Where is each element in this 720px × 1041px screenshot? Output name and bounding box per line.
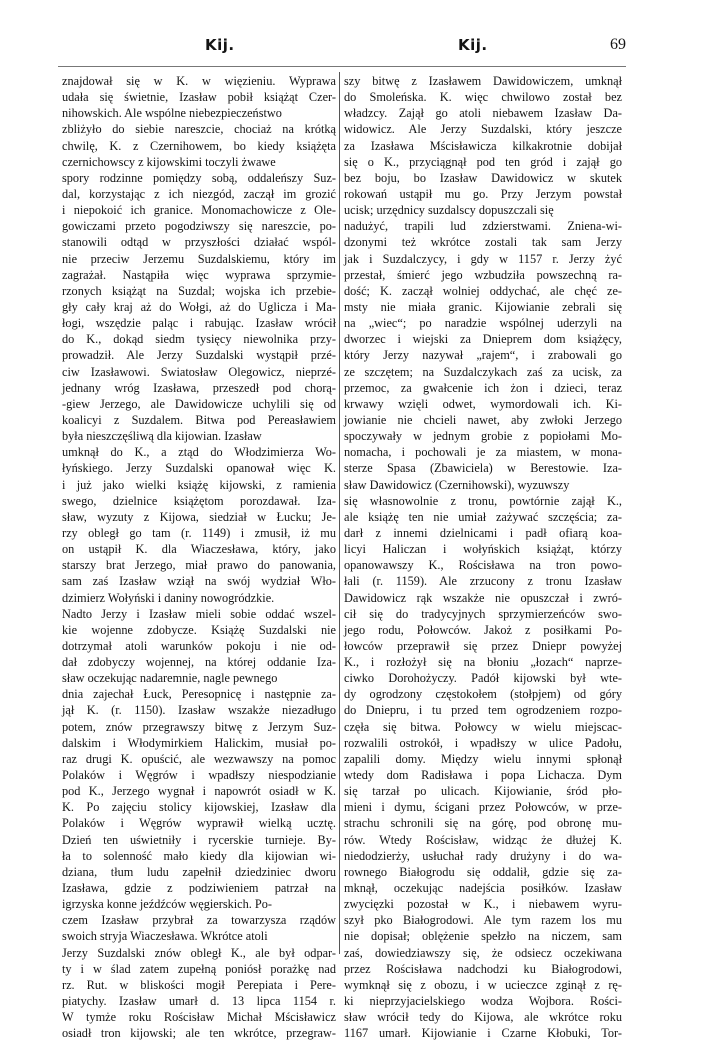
text-line: do Dniepru, i tu przed tem ogrodzeniem rozpo- — [344, 703, 622, 718]
text-line: dalskim i Włodymirkiem Halickim, musiał po- — [62, 735, 336, 750]
header-rule — [58, 66, 626, 67]
text-line: rzy obległ go tam (r. 1149) i zmusił, iż mu — [62, 525, 336, 540]
text-line: dworzec i wiejski za Dnieprem dom książęcy, — [344, 332, 622, 347]
text-line: ucisk; urzędnicy suzdalscy dopuszczali się — [344, 203, 554, 218]
text-line: ze szczętem; na Suzdalczykach zaś za ucisk, za — [344, 364, 622, 379]
text-line: zapalili domy. Między wielu innymi spłonął — [344, 751, 622, 766]
running-head-left: Kij. — [205, 36, 235, 54]
text-line: Polaków i Węgrów wyprawił wielką ucztę. — [62, 816, 336, 831]
text-line: Jerzy Suzdalski znów obległ K., ale był odpar- — [62, 945, 336, 960]
running-head-right: Kij. — [458, 36, 488, 54]
text-line: łali (r. 1159). Ale zrzucony z tronu Izasław — [344, 574, 622, 589]
text-line: jowianie nie chcieli nawet, aby zwłoki Jerzego — [344, 412, 622, 427]
text-line: się tarzał po ulicach. Kijowianie, śród pło- — [344, 784, 622, 799]
text-line: dnia zajechał Łuck, Peresopnicę i następnie za- — [62, 687, 336, 702]
text-line: -giew Jerzego, ale Dawidowicze uchylili się od — [62, 396, 336, 411]
text-line: rz. Rut. w bliskości mogił Perepiata i Pere- — [62, 977, 336, 992]
text-line: czem Izasław przybrał za towarzysza rządów — [62, 913, 336, 928]
text-line: krwawy wzięli odwet, wymordowali ich. Ki- — [344, 396, 622, 411]
text-line: igrzyska konne jeźdźców węgierskich. Po- — [62, 897, 273, 912]
text-line: ciw Izasławowi. Swiatosław Olegowicz, nieprzé- — [62, 364, 337, 379]
text-line: sław, wyzuty z Kijowa, siedział w Łucku; Je- — [62, 509, 337, 524]
text-line: zagrażał. Nastąpiła więc wyprawa sprzymie- — [62, 267, 336, 282]
text-line: władzcy. Zajął go atoli niebawem Izasław Da- — [344, 106, 622, 121]
text-line: zwycięzki pozostał w K., i niebawem wyru- — [344, 897, 622, 912]
text-line: chwilę, K. z Czernihowem, bo kiedy książęta — [62, 138, 336, 153]
text-line: prowadził. Ale Jerzy Suzdalski wystąpił przé- — [62, 348, 336, 363]
text-line: ki nieprzyjacielskiego wodza Wojbora. Rości- — [344, 994, 622, 1009]
text-line: na „wiec“; po naradzie wspólnej uderzyli na — [344, 316, 622, 331]
text-line: koalicyi z Suzdalem. Bitwa pod Pereasławiem — [62, 412, 336, 427]
text-line: stanowili odtąd w przyszłości działać wspól- — [62, 235, 336, 250]
text-line: on ustąpił K. dla Wiaczesława, który, jako — [62, 542, 336, 557]
text-line: czernichowscy z kijowskimi toczyli żwawe — [62, 154, 276, 169]
text-line: ty i w ślad zatem zupełną poniósł porażkę nad — [62, 961, 336, 976]
text-line: swoich stryja Wiaczesława. Wkrótce atoli — [62, 929, 268, 944]
text-line: swego, dzielnice książętom porozdawał. Iza- — [62, 493, 336, 508]
text-line: łowców przeprawił się przez Dniepr powyżej — [344, 638, 622, 653]
text-line: Polaków i Węgrów i wpadłszy niespodzianie — [62, 768, 336, 783]
text-line: łogi, wszędzie paląc i rabując. Izasław wrócił — [62, 316, 336, 331]
text-line: sterze Spasa (Zbawiciela) w Berestowie. Iza- — [344, 461, 623, 476]
text-line: dotrzymał atoli warunków pokoju i nie od- — [62, 638, 336, 653]
text-line: przemoc, za gwałcenie ich żon i dzieci, teraz — [344, 380, 622, 395]
text-line: i niepokoić ich granice. Monomachowicze z Ole- — [62, 203, 336, 218]
text-line: szył pko Białogrodowi. Ale tym razem los mu — [344, 913, 622, 928]
text-line: msty nie miała granic. Kijowianie zebrali się — [344, 299, 622, 314]
text-line: mknął, oczekując nadejścia posiłków. Izasław — [344, 881, 622, 896]
text-line: częła się bitwa. Połowcy w wielu miejscac- — [344, 719, 622, 734]
text-line: nie dopisał; oblężenie spełzło na niczem, sam — [344, 929, 622, 944]
text-line: dy ogrodzony częstokołem (stołpjem) od góry — [344, 687, 622, 702]
text-line: licyi Haliczan i wołyńskich książąt, którzy — [344, 542, 622, 557]
text-line: łyńskiego. Jerzy Suzdalski opanował więc K. — [62, 461, 336, 476]
text-line: do Smoleńska. K. więc chwilowo został bez — [344, 90, 622, 105]
text-line: Izasława, gdzie z podziwieniem patrzał na — [62, 881, 336, 896]
text-line: jego rodu, Połowców. Jakoż z posiłkami Po- — [344, 622, 622, 637]
text-line: 1167 umarł. Kijowianie i Czarne Kłobuki, Tor- — [344, 1026, 622, 1041]
text-line: była nieszczęśliwą dla kijowian. Izasław — [62, 429, 262, 444]
text-line: znajdował się w K. w więzieniu. Wyprawa — [62, 74, 336, 88]
text-line: rozwalili ostrokół, i wpadłszy w ulice Padołu, — [344, 735, 622, 750]
text-line: umknął do K., a ztąd do Włodzimierza Wo- — [62, 445, 336, 460]
text-line: nadużyć, trapili lud zdzierstwami. Zniena-wi- — [344, 219, 622, 234]
text-line: do K., dokąd siedm tysięcy niewolnika przy- — [62, 332, 336, 347]
text-line: rzonych książąt na Suzdal; wojska ich przebie- — [62, 283, 336, 298]
text-line: Nadto Jerzy i Izasław mieli sobie oddać wszel- — [62, 606, 336, 621]
text-line: sław wrócił tedy do Kijowa, ale wkrótce roku — [344, 1010, 622, 1025]
text-line: ła to solenność mało kiedy dla kijowian wi- — [62, 848, 336, 863]
text-line: strachu schronili się na górę, pod obronę mu- — [344, 816, 622, 831]
text-line: dał zdobyczy wojennej, na której oddanie Iza- — [62, 655, 336, 670]
text-line: wymknął się z obozu, i w ucieczce zginął z rę- — [344, 977, 622, 992]
text-line: jak i Suzdalczycy, i gdy w 1157 r. Jerzy żyć — [344, 251, 622, 266]
text-line: sław Dawidowicz (Czernihowski), wyzuwszy — [344, 477, 570, 492]
text-line: Dawidowicz rąk wszakże nie opuszczał i zwró- — [344, 590, 622, 605]
text-line: nihowskich. Ale wspólne niebezpieczeństwo — [62, 106, 282, 121]
text-line: osiadł tron kijowski; ale ten wkrótce, przegraw- — [62, 1026, 336, 1041]
text-line: pod K., Jerzego wygnał i napowrót osiadł w K. — [62, 784, 336, 799]
text-line: wtedy dom Radisława i popa Lichacza. Dym — [344, 768, 622, 783]
text-line: cił się do tradycyjnych sprzymierzeńców swo- — [344, 606, 622, 621]
column-divider — [339, 72, 340, 954]
text-line: potem, znów przegrawszy bitwę z Jerzym Suz- — [62, 719, 336, 734]
text-line: który Jerzy nazywał „rajem“, i zrabowali go — [344, 348, 622, 363]
text-line: spoczywały w jednym grobie z popiołami Mo- — [344, 429, 622, 444]
text-line: opanowawszy K., Rościsława na tron powo- — [344, 558, 623, 573]
text-line: zaś, dowiedziawszy się, że odsiecz oczekiwana — [344, 945, 622, 960]
text-line: ale książę ten nie umiał zażywać szczęścia; za- — [344, 509, 622, 524]
text-line: nie przeciw Jerzemu Suzdalskiemu, który im — [62, 251, 336, 266]
text-line: jął K. (r. 1150). Izasław wszakże niezadługo — [62, 703, 336, 718]
text-line: K. Po zajęciu stolicy kijowskiej, Izasław dla — [62, 800, 336, 815]
text-line: udała się świetnie, Izasław pobił książąt Czer- — [62, 90, 336, 105]
text-line: raz drugi K. opuścić, ale wezwawszy na pomoc — [62, 751, 336, 766]
text-line: przez Rościsława nadchodzi ku Białogrodowi, — [344, 961, 623, 976]
text-line: rownego Białogrodu się oddalił, gdzie się za- — [344, 864, 622, 879]
text-line: za Izasława Mścisławicza kilkakrotnie dobijał — [344, 138, 622, 153]
text-line: dość; K. zaczął wolniej oddychać, ale chęć ze- — [344, 283, 623, 298]
text-line: zbliżyło do siebie nareszcie, chociaż na krótką — [62, 122, 336, 137]
text-column-right — [344, 73, 622, 1041]
text-line: spory rodzinne pomiędzy sobą, oddaleńszy Suz- — [62, 170, 336, 185]
text-line: się własnowolnie z tronu, powtórnie zajął K., — [344, 493, 622, 508]
text-line: mieni i dymu, ścigani przez Połowców, w prze- — [344, 800, 622, 815]
text-line: widowicz. Ale Jerzy Suzdalski, który jeszcze — [344, 122, 622, 137]
text-line: się o K., przyciągnął pod ten gród i zajął go — [344, 154, 622, 169]
text-line: dzimierz Wołyński i daniny nowogródzkie. — [62, 590, 275, 605]
text-line: Dzień ten uświetniły i rycerskie turnieje. By- — [62, 832, 336, 847]
text-line: niedodzierży, usłuchał rady drużyny i do wa- — [344, 848, 622, 863]
text-line: starszy brat Jerzego, miał prawo do panowania, — [62, 558, 336, 573]
text-line: dzonymi też wkrótce zostali tak sam Jerzy — [344, 235, 622, 250]
text-line: gły cały kraj aż do Wołgi, aż do Uglicza i Ma- — [62, 299, 336, 314]
text-line: dziana, tłum ludu zapełnił dziedziniec dworu — [62, 864, 336, 879]
text-column-left — [62, 73, 336, 1041]
page-number: 69 — [610, 36, 626, 53]
text-line: jednany wróg Izasława, przeszedł pod chorą- — [62, 380, 336, 395]
text-line: sam zaś Izasław wziął na swój wydział Wło- — [62, 574, 336, 589]
text-line: nomacha, i pochowali je za miastem, w mona- — [344, 445, 622, 460]
text-line: ciwko Dorohożyczy. Padół kijowski był wte- — [344, 671, 622, 686]
text-line: kie wojenne zdobycze. Książę Suzdalski nie — [62, 622, 336, 637]
text-line: rokowań ustąpił mu go. Przy Jerzym powstał — [344, 186, 622, 201]
text-line: sław oczekując nadaremnie, nagle pewnego — [62, 671, 278, 686]
text-line: przestał, śmierć jego wzbudziła powszechną ra- — [344, 267, 622, 282]
text-line: bez boju, bo Izasław Dawidowicz w skutek — [344, 170, 622, 185]
text-line: gowiczami przeto pogodziwszy się nareszcie, po- — [62, 219, 336, 234]
text-line: W tymże roku Rościsław Michał Mścisławicz — [62, 1010, 336, 1025]
text-line: szy bitwę z Izasławem Dawidowiczem, umknął — [344, 74, 622, 88]
text-line: darł z innemi dzielnicami i padł ofiarą koa- — [344, 525, 622, 540]
text-line: K., i rozłożył się na błoniu „łozach“ naprze- — [344, 655, 622, 670]
text-line: rów. Wtedy Rościsław, widząc że dłużej K. — [344, 832, 622, 847]
text-line: piatychy. Izasław umarł d. 13 lipca 1154 r. — [62, 994, 336, 1009]
text-line: dal, korzystając z ich niezgód, zaczął im grozić — [62, 186, 337, 201]
text-line: i już jako wielki książę kijowski, z ramienia — [62, 477, 336, 492]
